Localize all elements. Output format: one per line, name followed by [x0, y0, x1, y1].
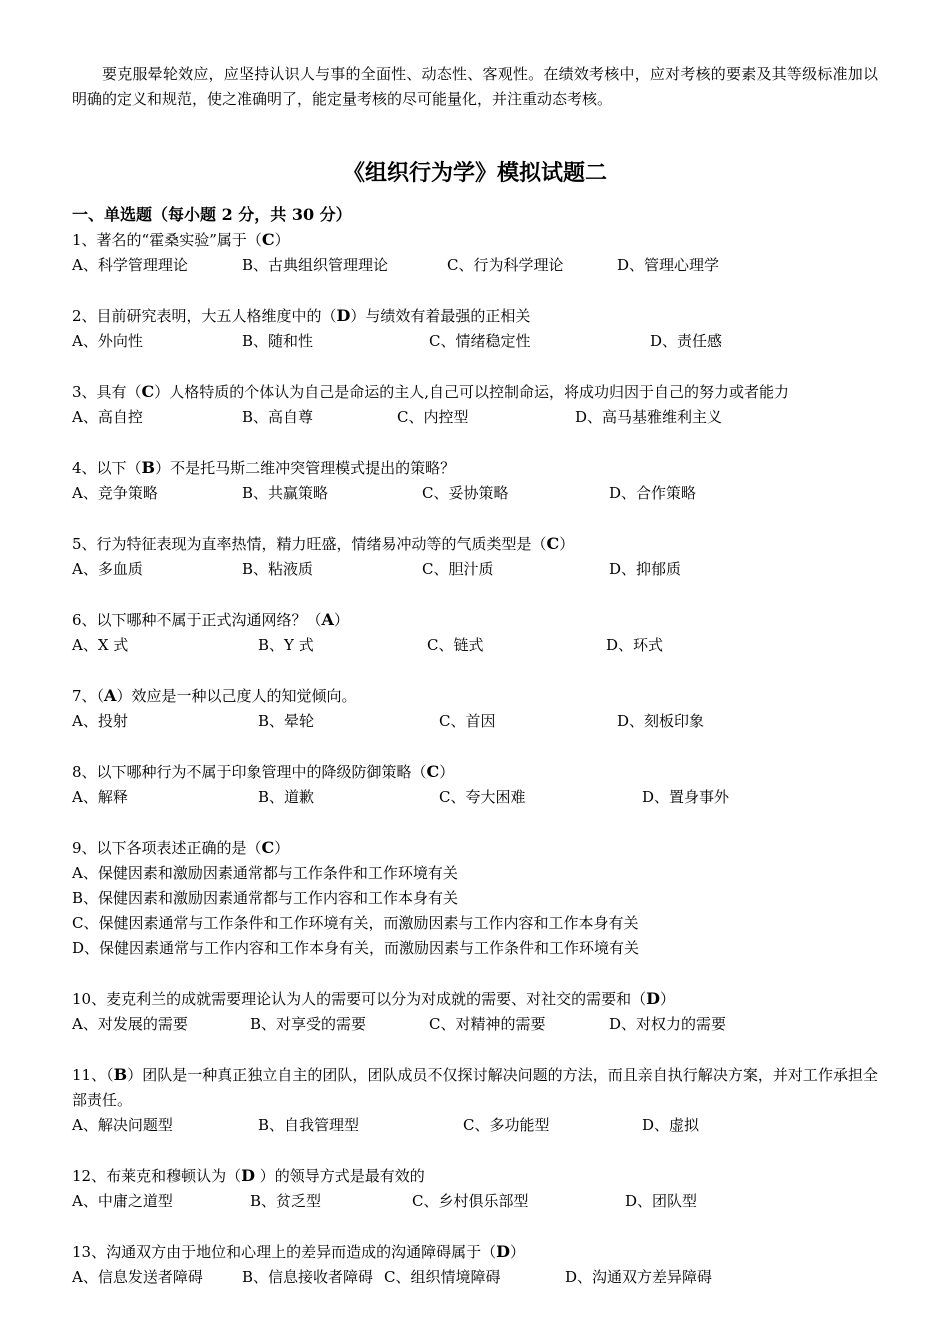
question-13	[72, 1239, 878, 1290]
question-stem	[72, 683, 878, 709]
question-7	[72, 683, 878, 734]
option-d: D、责任感	[650, 332, 723, 350]
exam-title: 《组织行为学》模拟试题二	[342, 160, 607, 186]
option-d: D、保健因素通常与工作内容和工作本身有关，而激励因素与工作条件和工作环境有关	[72, 939, 640, 957]
question-text-tail: ）的领导方式是最有效的	[254, 1167, 425, 1185]
option-d: D、抑郁质	[609, 560, 682, 578]
document-page	[72, 62, 878, 1315]
question-stem	[72, 455, 878, 481]
question-text: 11、（	[72, 1066, 114, 1084]
answer-letter: C	[426, 762, 440, 781]
option-a: A、信息发送者障碍	[72, 1268, 203, 1286]
question-4	[72, 455, 878, 506]
question-text-tail: ）与绩效有着最强的正相关	[350, 307, 531, 325]
option-a: A、中庸之道型	[72, 1192, 173, 1210]
option-row	[72, 1113, 878, 1138]
question-list	[72, 227, 878, 1290]
option-row	[72, 1265, 878, 1290]
option-c: C、首因	[439, 712, 496, 730]
option-a: A、解释	[72, 788, 128, 806]
option-b: B、古典组织管理理论	[242, 256, 389, 274]
answer-letter: C	[261, 230, 275, 249]
question-text: 5、行为特征表现为直率热情，精力旺盛，情绪易冲动等的气质类型是（	[72, 535, 547, 553]
option-a: A、投射	[72, 712, 128, 730]
question-6	[72, 607, 878, 658]
option-row	[72, 329, 878, 354]
option-c: C、情绪稳定性	[429, 332, 531, 350]
option-a: A、竞争策略	[72, 484, 158, 502]
option-c: C、保健因素通常与工作条件和工作环境有关，而激励因素与工作内容和工作本身有关	[72, 914, 639, 932]
answer-letter: C	[141, 382, 155, 401]
question-1	[72, 227, 878, 278]
question-stem	[72, 1062, 878, 1113]
option-b: B、高自尊	[242, 408, 314, 426]
option-d: D、置身事外	[642, 788, 730, 806]
option-a: A、高自控	[72, 408, 143, 426]
question-11	[72, 1062, 878, 1138]
option-b: B、自我管理型	[258, 1116, 360, 1134]
option-b: B、保健因素和激励因素通常都与工作内容和工作本身有关	[72, 889, 459, 907]
option-b: B、Y 式	[258, 636, 314, 654]
question-text-tail: ）	[509, 1243, 525, 1261]
question-stem	[72, 379, 878, 405]
option-d: D、合作策略	[609, 484, 697, 502]
option-row	[72, 405, 878, 430]
option-c: C、组织情境障碍	[384, 1268, 501, 1286]
answer-letter: D	[646, 989, 660, 1008]
option-c: C、胆汁质	[422, 560, 494, 578]
question-text-tail: ）团队是一种真正独立自主的团队，团队成员不仅探讨解决问题的方法，而且亲自执行解决方案，并对工作承担全部责任。	[72, 1066, 878, 1109]
option-d: D、环式	[606, 636, 664, 654]
option-d: D、团队型	[625, 1192, 698, 1210]
option-c: C、链式	[427, 636, 484, 654]
question-text-tail: ）	[439, 763, 455, 781]
option-c: C、多功能型	[463, 1116, 550, 1134]
question-10	[72, 986, 878, 1037]
question-text-tail: ）	[274, 839, 290, 857]
question-stem	[72, 759, 878, 785]
question-text-tail: ）	[659, 990, 675, 1008]
question-text: 13、沟通双方由于地位和心理上的差异而造成的沟通障碍属于（	[72, 1243, 497, 1261]
option-c: C、内控型	[397, 408, 469, 426]
option-c: C、夸大困难	[439, 788, 526, 806]
option-d: D、高马基雅维利主义	[575, 408, 723, 426]
option-d: D、刻板印象	[617, 712, 705, 730]
question-stem	[72, 303, 878, 329]
option-d: D、对权力的需要	[609, 1015, 727, 1033]
question-text: 1、著名的“霍桑实验”属于（	[72, 231, 262, 249]
question-text: 12、布莱克和穆顿认为（	[72, 1167, 242, 1185]
option-b: B、晕轮	[258, 712, 315, 730]
question-text: 8、以下哪种行为不属于印象管理中的降级防御策略（	[72, 763, 427, 781]
option-b: B、随和性	[242, 332, 314, 350]
section-heading: 一、单选题（每小题 2 分，共 30 分）	[72, 205, 352, 224]
option-a: A、科学管理理论	[72, 256, 188, 274]
answer-letter: D	[241, 1166, 255, 1185]
question-text: 2、目前研究表明，大五人格维度中的（	[72, 307, 337, 325]
option-row	[72, 557, 878, 582]
question-text: 7、（	[72, 687, 105, 705]
option-b: B、对享受的需要	[250, 1015, 367, 1033]
option-b: B、信息接收者障碍	[242, 1268, 374, 1286]
answer-letter: B	[113, 1065, 128, 1084]
question-3	[72, 379, 878, 430]
question-stem	[72, 227, 878, 253]
option-d: D、沟通双方差异障碍	[565, 1268, 713, 1286]
question-5	[72, 531, 878, 582]
answer-letter: A	[104, 686, 117, 705]
question-text-tail: ）	[333, 611, 349, 629]
option-row	[72, 785, 878, 810]
option-c: C、乡村俱乐部型	[412, 1192, 529, 1210]
option-a: A、外向性	[72, 332, 143, 350]
question-stem	[72, 607, 878, 633]
question-text-tail: ）不是托马斯二维冲突管理模式提出的策略？	[155, 459, 456, 477]
question-text: 6、以下哪种不属于正式沟通网络？（	[72, 611, 322, 629]
question-text: 4、以下（	[72, 459, 142, 477]
option-d: D、虚拟	[642, 1116, 700, 1134]
question-text: 10、麦克利兰的成就需要理论认为人的需要可以分为对成就的需要、对社交的需要和（	[72, 990, 647, 1008]
question-stem	[72, 531, 878, 557]
option-b: B、共赢策略	[242, 484, 329, 502]
question-8	[72, 759, 878, 810]
option-c: C、行为科学理论	[447, 256, 564, 274]
question-stem	[72, 1239, 878, 1265]
answer-letter: D	[336, 306, 351, 325]
answer-letter: B	[141, 458, 156, 477]
option-row	[72, 481, 878, 506]
option-row	[72, 1189, 878, 1214]
option-d: D、管理心理学	[617, 256, 720, 274]
option-row	[72, 253, 878, 278]
option-row	[72, 1012, 878, 1037]
option-c: C、妥协策略	[422, 484, 509, 502]
question-stem	[72, 986, 878, 1012]
option-b: B、道歉	[258, 788, 315, 806]
question-text-tail: ）	[274, 231, 290, 249]
option-a: A、解决问题型	[72, 1116, 173, 1134]
intro-paragraph: 要克服晕轮效应，应坚持认识人与事的全面性、动态性、客观性。在绩效考核中，应对考核的要素及其等级标准加以明确的定义和规范，使之准确明了，能定量考核的尽可能量化，并注重动态考核。	[72, 65, 878, 108]
option-b: B、贫乏型	[250, 1192, 322, 1210]
option-c: C、对精神的需要	[429, 1015, 546, 1033]
option-row	[72, 633, 878, 658]
option-a: A、X 式	[72, 636, 129, 654]
question-stem	[72, 1163, 878, 1189]
option-a: A、保健因素和激励因素通常都与工作条件和工作环境有关	[72, 864, 458, 882]
question-text-tail: ）效应是一种以己度人的知觉倾向。	[116, 687, 357, 705]
question-text: 9、以下各项表述正确的是（	[72, 839, 262, 857]
option-a: A、多血质	[72, 560, 143, 578]
question-text-tail: ）	[559, 535, 575, 553]
option-b: B、粘液质	[242, 560, 314, 578]
answer-letter: C	[261, 838, 275, 857]
question-2	[72, 303, 878, 354]
option-a: A、对发展的需要	[72, 1015, 188, 1033]
question-text: 3、具有（	[72, 383, 142, 401]
question-text-tail: ）人格特质的个体认为自己是命运的主人,自己可以控制命运，将成功归因于自己的努力或者能力	[154, 383, 790, 401]
question-stem	[72, 835, 878, 861]
option-row	[72, 709, 878, 734]
answer-letter: D	[496, 1242, 510, 1261]
answer-letter: A	[321, 610, 334, 629]
question-9	[72, 835, 878, 961]
answer-letter: C	[546, 534, 560, 553]
question-12	[72, 1163, 878, 1214]
